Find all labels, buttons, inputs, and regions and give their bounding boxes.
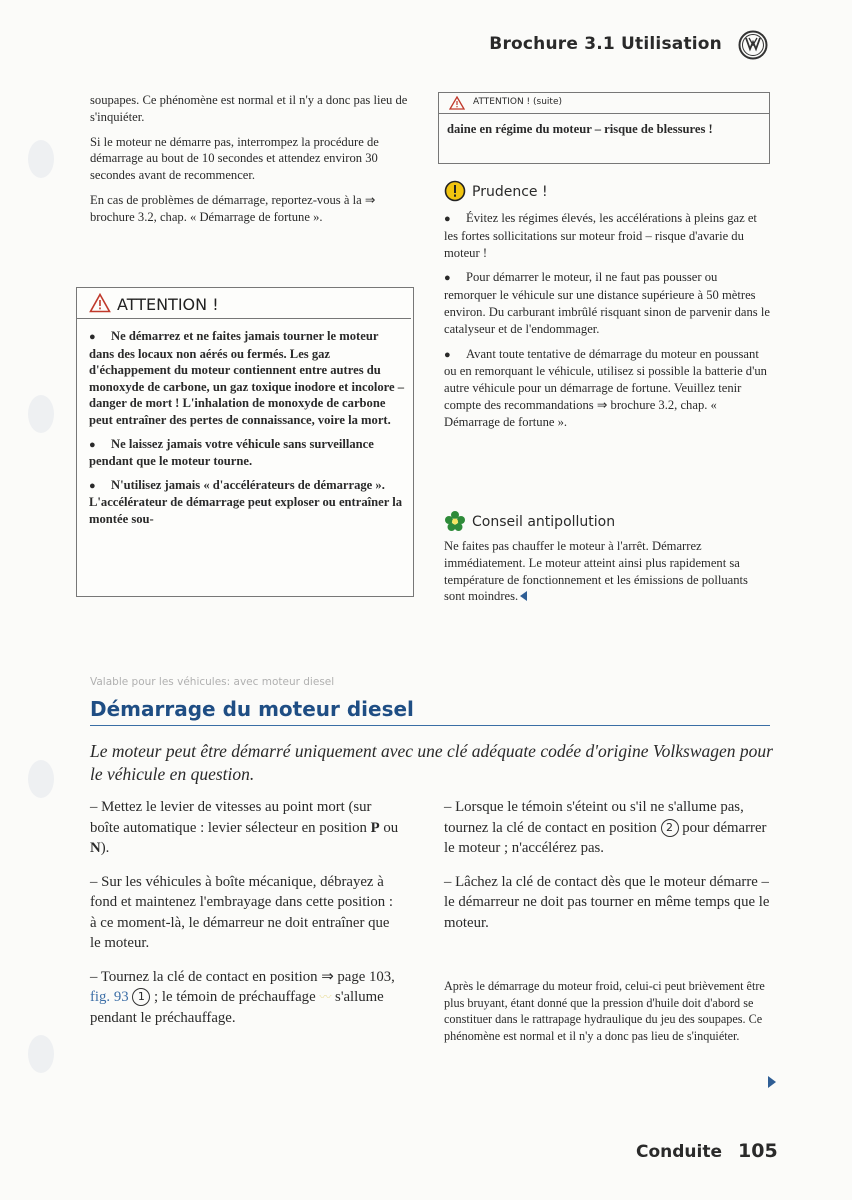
step-item: – Tournez la clé de contact en position ⇒ page 103, fig. 93 1 ; le témoin de préchauffage 〰 s'allume pendant le préchauffage. xyxy=(90,968,395,1026)
applicability-note: Valable pour les véhicules: avec moteur diesel xyxy=(90,676,335,688)
glow-plug-icon: 〰 xyxy=(319,990,332,1004)
conseil-title: Conseil antipollution xyxy=(472,514,616,530)
page-mark xyxy=(28,140,54,178)
warning-triangle-icon xyxy=(449,96,465,110)
attention-title: ATTENTION ! xyxy=(117,295,219,314)
footer-section-name: Conduite xyxy=(636,1142,723,1162)
paragraph: soupapes. Ce phénomène est normal et il n'y a donc pas lieu de s'inquiéter. xyxy=(90,93,408,124)
attention-body xyxy=(89,328,405,535)
position-2-marker: 2 xyxy=(661,819,679,837)
left-column-text xyxy=(90,92,410,226)
steps-left-column xyxy=(90,797,402,1028)
eco-flower-icon xyxy=(444,510,466,532)
attention-header xyxy=(77,288,411,319)
back-arrow-icon[interactable] xyxy=(520,591,527,601)
attention-item: ● Ne laissez jamais votre véhicule sans surveillance pendant que le moteur tourne. xyxy=(89,436,374,469)
caution-circle-icon xyxy=(444,180,466,202)
section-divider xyxy=(90,725,770,726)
attention-item: ● N'utilisez jamais « d'accélérateurs de démarrage ». L'accélérateur de démarrage peut exploser ou entraîner la montée sou- xyxy=(89,477,403,526)
page-number: 105 xyxy=(738,1140,778,1162)
figure-link[interactable]: fig. 93 xyxy=(90,989,129,1005)
steps-right-column xyxy=(444,797,774,933)
attention-continued-text: daine en régime du moteur – risque de blessures ! xyxy=(447,122,713,136)
step-item: – Lâchez la clé de contact dès que le moteur démarre – le démarreur ne doit pas tourner en même temps que le moteur. xyxy=(444,873,770,931)
prudence-item: ● Avant toute tentative de démarrage du moteur en poussant ou en remorquant le véhicule, utilisez si possible la batterie d'un autre véhicule pour un démarrage de fortune. Veuillez tenir compte des recommandations ⇒ brochure 3.2, chap. « Démarrage de fortune ». xyxy=(444,346,767,429)
attention-continued-title: ATTENTION ! (suite) xyxy=(473,97,562,107)
section-title: Démarrage du moteur diesel xyxy=(90,697,414,721)
cold-start-note: Après le démarrage du moteur froid, celui-ci peut brièvement être plus bruyant, étant donné que la pression d'huile doit d'abord se constituer dans le rattrapage hydraulique du jeu des soupapes. Ce phénomène est normal et il n'y a donc pas lieu de s'inquiéter. xyxy=(444,979,765,1043)
page-mark xyxy=(28,760,54,798)
position-1-marker: 1 xyxy=(132,988,150,1006)
prudence-item: ● Évitez les régimes élevés, les accélérations à pleins gaz et les fortes sollicitations sur moteur froid – risque d'avarie du moteur ! xyxy=(444,211,757,260)
step-item: – Sur les véhicules à boîte mécanique, débrayez à fond et maintenez l'embrayage dans cette position : à ce moment-là, le démarreur ne doit entraîner que le moteur. xyxy=(90,873,394,951)
attention-continued-box xyxy=(438,92,770,164)
header-title: Brochure 3.1 Utilisation xyxy=(489,34,722,54)
page-mark xyxy=(28,395,54,433)
prudence-title: Prudence ! xyxy=(472,184,548,200)
step-item: – Lorsque le témoin s'éteint ou s'il ne s'allume pas, tournez la clé de contact en position 2 pour démarrer le moteur ; n'accélérez pas. xyxy=(444,799,767,856)
conseil-text: Ne faites pas chauffer le moteur à l'arrêt. Démarrez immédiatement. Le moteur atteint ainsi plus rapidement sa température de fonctionnement et les émissions de polluants sont moindres. xyxy=(444,539,748,604)
attention-item: ● Ne démarrez et ne faites jamais tourner le moteur dans des locaux non aérés ou fermés. Les gaz d'échappement du moteur contiennent entre autres du monoxyde de carbone, un gaz toxique inodore et incolore – danger de mort ! L'inhalation de monoxyde de carbone peut entraîner des pertes de connaissance, voire la mort. xyxy=(89,329,405,427)
continue-arrow-icon[interactable] xyxy=(768,1076,776,1088)
prudence-body xyxy=(444,210,772,431)
conseil-body xyxy=(444,538,770,605)
vw-logo-icon xyxy=(738,30,768,60)
paragraph: En cas de problèmes de démarrage, reportez-vous à la ⇒ brochure 3.2, chap. « Démarrage de fortune ». xyxy=(90,192,376,224)
step-item: – Mettez le levier de vitesses au point mort (sur boîte automatique : levier sélecteur en position P ou N). xyxy=(90,799,399,856)
attention-continued-header xyxy=(439,93,769,114)
page-mark xyxy=(28,1035,54,1073)
attention-box xyxy=(76,287,414,597)
section-intro: Le moteur peut être démarré uniquement avec une clé adéquate codée d'origine Volkswagen pour le véhicule en question. xyxy=(90,741,773,784)
warning-triangle-icon xyxy=(89,293,111,313)
prudence-item: ● Pour démarrer le moteur, il ne faut pas pousser ou remorquer le véhicule sur une distance supérieure à 50 mètres environ. Du carburant imbrûlé risquant sinon de parvenir dans le catalyseur et de l'endommager. xyxy=(444,270,770,336)
paragraph: Si le moteur ne démarre pas, interrompez la procédure de démarrage au bout de 10 secondes et attendez environ 30 secondes avant de recommencer. xyxy=(90,134,379,183)
